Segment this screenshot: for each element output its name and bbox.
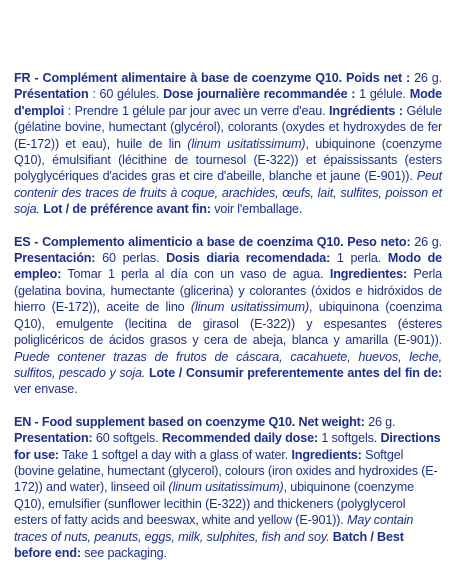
es-usage-value: Tomar 1 perla al día con un vaso de agua. [61, 267, 324, 282]
fr-ingredients-part-a: Gélule (gélatine bovine, humectant (glycérol), colorants (oxydes et hydroxydes de fer (E-172)) et eau), huile de lin [14, 103, 442, 151]
es-latin-name: (linum usitatissimum) [190, 300, 310, 315]
es-presentation-label: Presentación: [14, 251, 96, 266]
fr-latin-name: (linum usitatissimum) [187, 136, 306, 151]
es-net-weight-value: 26 g. [410, 234, 442, 249]
en-usage-value: Take 1 softgel a day with a glass of water. [58, 447, 289, 462]
en-presentation-label: Presentation: [14, 431, 93, 446]
fr-net-weight-label: Poids net : [346, 71, 411, 85]
fr-ingredients-part-b: , ubiquinone (coenzyme Q10), émulsifiant (lécithine de tournesol (E-322)) et épaississants (esters polyglycériques d'acides gras et cire d'abeille, blanche et jaune (E-901)). [14, 136, 442, 184]
fr-lot-value: voir l'emballage. [210, 202, 303, 217]
en-ingredients-part-b: , ubiquinone (coenzyme Q10), emulsifier (sunflower lecithin (E-322)) and thickeners (polyglycerol esters of fatty acids and beeswax, white and yellow (E-901)). [14, 480, 414, 528]
en-latin-name: (linum usitatissimum) [168, 480, 284, 495]
en-lot-value: see packaging. [80, 545, 167, 560]
es-presentation-value: 60 perlas. [95, 251, 160, 266]
es-allergens: Puede contener trazas de frutos de cáscara, cacahuete, huevos, leche, sulfitos, pescado y soja. [14, 349, 442, 380]
fr-lot-label: Lot / de préférence avant fin: [39, 202, 211, 217]
es-ingredients-part-b: , ubiquinona (coenzima Q10), emulgente (lecitina de girasol (E-322)) y espesantes (ésteres poliglicéricos de ácidos grasos y cera de abeja, blanca y amarilla (E-901)). [14, 300, 443, 348]
fr-usage-label: Mode d'emploi [14, 87, 443, 118]
product-label-text [14, 70, 442, 577]
en-presentation-value: 60 softgels. [92, 431, 159, 446]
es-lot-value: ver envase. [14, 382, 78, 397]
label-block-fr [14, 70, 442, 218]
en-heading: EN - Food supplement based on coenzyme Q10. [14, 414, 296, 429]
es-net-weight-label: Peso neto: [347, 234, 411, 249]
es-ingredients-label: Ingredientes: [329, 267, 407, 282]
fr-net-weight-value: 26 g. [410, 71, 442, 85]
fr-presentation-label: Présentation [14, 87, 89, 102]
en-ingredients-label: Ingredients: [291, 447, 362, 462]
es-heading: ES - Complemento alimenticio a base de coenzima Q10. [14, 234, 344, 249]
en-net-weight-label: Net weight: [298, 414, 365, 429]
label-block-es [14, 234, 442, 398]
es-usage-label: Modo de empleo: [14, 251, 443, 282]
fr-presentation-value: : 60 gélules. [88, 87, 160, 102]
fr-usage-value: : Prendre 1 gélule par jour avec un verre d'eau. [64, 103, 326, 118]
label-block-en [14, 414, 442, 562]
es-dose-value: 1 perla. [330, 251, 382, 266]
fr-dose-label: Dose journalière recommandée : [163, 87, 356, 102]
fr-dose-value: 1 gélule. [355, 87, 406, 102]
fr-heading: FR - Complément alimentaire à base de coenzyme Q10. [14, 71, 342, 85]
fr-ingredients-label: Ingrédients : [329, 103, 403, 118]
en-lot-label: Batch / Best before end: [14, 529, 404, 560]
en-net-weight-value: 26 g. [364, 414, 396, 429]
es-dose-label: Dosis diaria recomendada: [166, 251, 331, 266]
en-dose-label: Recommended daily dose: [161, 431, 318, 446]
fr-allergens: Peut contenir des traces de fruits à coque, arachides, œufs, lait, sulfites, poisson et soja. [14, 169, 443, 217]
en-dose-value: 1 softgels. [317, 431, 378, 446]
es-lot-label: Lote / Consumir preferentemente antes del fin de: [149, 365, 442, 380]
en-ingredients-part-a: Softgel (bovine gelatine, humectant (glycerol), colours (iron oxides and hydroxides (E-172)) and water), linseed oil [14, 447, 438, 495]
es-ingredients-part-a: Perla (gelatina bovina, humectante (glicerina) y colorantes (óxidos e hidróxidos de hierro (E-172)), aceite de lino [14, 267, 442, 315]
en-allergens: May contain traces of nuts, peanuts, eggs, milk, sulphites, fish and soy. [14, 513, 414, 544]
en-usage-label: Directions for use: [14, 431, 441, 462]
